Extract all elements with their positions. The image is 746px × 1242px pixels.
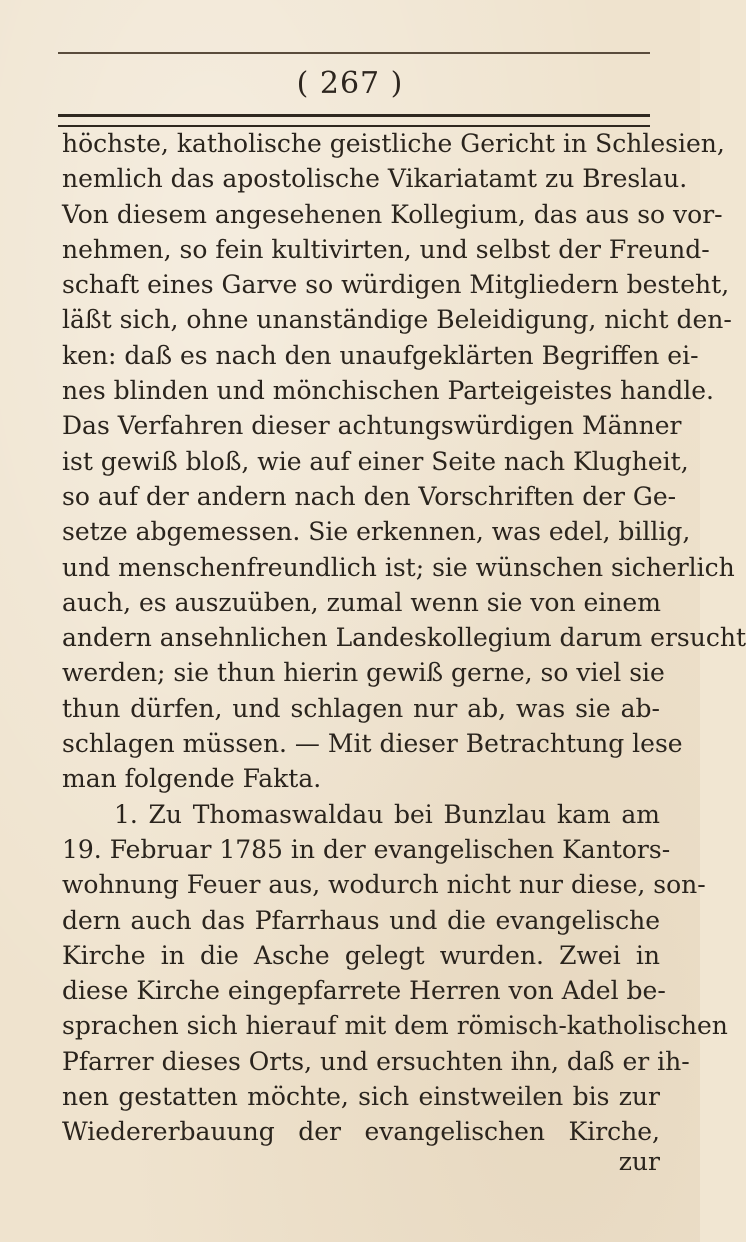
text-line: läßt sich, ohne unanständige Beleidigung, nicht den-: [62, 305, 732, 335]
text-line: Von diesem angesehenen Kollegium, das aus so vor-: [62, 199, 723, 229]
body-text: [62, 126, 746, 1150]
text-line: diese Kirche eingepfarrete Herren von Adel be-: [62, 976, 666, 1006]
top-rule: [58, 52, 650, 54]
text-line: und menschenfreundlich ist; sie wünschen sicherlich: [62, 552, 735, 582]
text-line: Wiedererbauung der evangelischen Kirche,: [62, 1117, 660, 1147]
text-line: schlagen müssen. — Mit dieser Betrachtung lese: [62, 729, 683, 759]
text-line: man folgende Fakta.: [62, 764, 322, 794]
text-line: dern auch das Pfarrhaus und die evangelische: [62, 905, 660, 935]
text-line: thun dürfen, und schlagen nur ab, was sie ab-: [62, 693, 660, 723]
text-line: 19. Februar 1785 in der evangelischen Kantors-: [62, 834, 671, 864]
text-line: nehmen, so fein kultivirten, und selbst der Freund-: [62, 234, 710, 264]
text-line: Pfarrer dieses Orts, und ersuchten ihn, daß er ih-: [62, 1046, 690, 1076]
text-line: nemlich das apostolische Vikariatamt zu Breslau.: [62, 164, 688, 194]
text-line: schaft eines Garve so würdigen Mitgliedern besteht,: [62, 270, 730, 300]
text-line: sprachen sich hierauf mit dem römisch-katholischen: [62, 1011, 728, 1041]
text-line: nes blinden und mönchischen Parteigeistes handle.: [62, 376, 714, 406]
text-line: ken: daß es nach den unaufgeklärten Begriffen ei-: [62, 340, 699, 370]
text-line: Kirche in die Asche gelegt wurden. Zwei in: [62, 940, 660, 970]
text-line: 1. Zu Thomaswaldau bei Bunzlau kam am: [114, 799, 660, 829]
text-line: setze abgemessen. Sie erkennen, was edel, billig,: [62, 517, 691, 547]
text-line: ist gewiß bloß, wie auf einer Seite nach Klugheit,: [62, 446, 689, 476]
page-number: ( 267 ): [296, 66, 404, 101]
text-line: andern ansehnlichen Landeskollegium darum ersucht: [62, 623, 746, 653]
text-line: so auf der andern nach den Vorschriften der Ge-: [62, 481, 677, 511]
text-line: auch, es auszuüben, zumal wenn sie von einem: [62, 587, 661, 617]
catchword: zur: [618, 1147, 660, 1176]
text-line: Das Verfahren dieser achtungswürdigen Männer: [62, 411, 682, 441]
text-line: nen gestatten möchte, sich einstweilen bis zur: [62, 1082, 660, 1112]
text-line: höchste, katholische geistliche Gericht in Schlesien,: [62, 129, 725, 158]
text-line: werden; sie thun hierin gewiß gerne, so viel sie: [62, 658, 665, 688]
text-line: wohnung Feuer aus, wodurch nicht nur diese, son-: [62, 870, 706, 900]
